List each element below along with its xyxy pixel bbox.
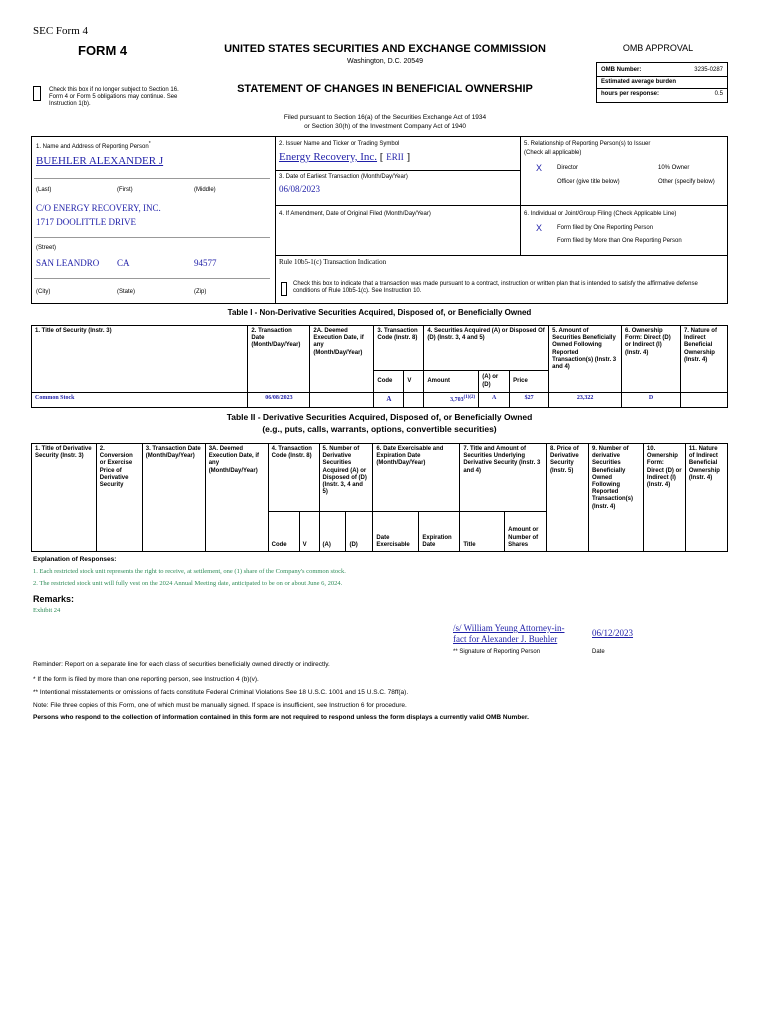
no-longer-subject-checkbox[interactable] bbox=[33, 86, 41, 101]
t1-row-code: A bbox=[374, 393, 404, 408]
t2-h6: 6. Date Exercisable and Expiration Date (Month/Day/Year) bbox=[373, 444, 460, 512]
filed-pursuant-2: or Section 30(h) of the Investment Company Act of 1940 bbox=[304, 123, 466, 130]
t2-h2: 2. Conversion or Exercise Price of Derivative Security bbox=[96, 444, 142, 552]
t1-h2a: 2A. Deemed Execution Date, if any (Month/Day/Year) bbox=[310, 326, 374, 393]
t1-sub-price: Price bbox=[510, 371, 549, 393]
issuer-name-link[interactable]: Energy Recovery, Inc. bbox=[279, 151, 378, 163]
t1-h1: 1. Title of Security (Instr. 3) bbox=[32, 326, 248, 393]
rule-10b5-checkbox[interactable] bbox=[281, 282, 287, 296]
t2-sub-expiration: Expiration Date bbox=[419, 512, 460, 552]
first-label: (First) bbox=[117, 187, 133, 193]
t2-h9: 9. Number of derivative Securities Beneficially Owned Following Reported Transaction(s) (Instr. 4) bbox=[588, 444, 643, 552]
one-person-checkmark[interactable]: X bbox=[536, 223, 543, 233]
address-line-1: C/O ENERGY RECOVERY, INC. bbox=[36, 203, 161, 213]
table1-title: Table I - Non-Derivative Securities Acquired, Disposed of, or Beneficially Owned bbox=[227, 308, 532, 317]
signature-date: 06/12/2023 bbox=[592, 628, 634, 638]
t1-row-ad: A bbox=[479, 393, 510, 408]
t2-sub-code: Code bbox=[268, 512, 299, 552]
director-checkmark[interactable]: X bbox=[536, 163, 543, 173]
box5-label: 5. Relationship of Reporting Person(s) to Issuer bbox=[524, 141, 651, 147]
other-label: Other (specify below) bbox=[658, 179, 715, 185]
footer-note-2: ** Intentional misstatements or omissions of facts constitute Federal Criminal Violations See 18 U.S.C. 1001 and 15 U.S.C. 78ff(a). bbox=[33, 689, 409, 696]
t1-row-date: 06/08/2023 bbox=[248, 393, 310, 408]
ticker-symbol: ERII bbox=[386, 152, 404, 162]
t2-h10: 10. Ownership Form: Direct (D) or Indirect (I) (Instr. 4) bbox=[643, 444, 685, 552]
t2-sub-v: V bbox=[299, 512, 319, 552]
checkbox-note: Check this box if no longer subject to Section 16. Form 4 or Form 5 obligations may continue. See Instruction 1(b). bbox=[49, 87, 179, 108]
zip-label: (Zip) bbox=[194, 289, 207, 295]
signature-line-2: fact for Alexander J. Buehler bbox=[453, 634, 558, 644]
form-title: FORM 4 bbox=[78, 43, 128, 58]
t1-sub-ad: (A) or (D) bbox=[479, 371, 510, 393]
t2-h7: 7. Title and Amount of Securities Underlying Derivative Security (Instr. 3 and 4) bbox=[460, 444, 547, 512]
box6-label: 6. Individual or Joint/Group Filing (Check Applicable Line) bbox=[524, 211, 677, 217]
officer-label: Officer (give title below) bbox=[557, 179, 620, 185]
t2-sub-a: (A) bbox=[319, 512, 346, 552]
t1-h7: 7. Nature of Indirect Beneficial Ownership (Instr. 4) bbox=[680, 326, 727, 393]
table-row bbox=[32, 393, 728, 408]
t2-h3a: 3A. Deemed Execution Date, if any (Month/Day/Year) bbox=[205, 444, 268, 552]
issuer-name-field: Energy Recovery, Inc. [ ERII ] bbox=[279, 151, 411, 163]
doc-label: SEC Form 4 bbox=[33, 25, 89, 37]
t2-sub-d: (D) bbox=[346, 512, 373, 552]
ten-pct-owner-label: 10% Owner bbox=[658, 165, 690, 171]
footer-note-4: Persons who respond to the collection of information contained in this form are not required to respond unless the form displays a currently valid OMB Number. bbox=[33, 714, 529, 721]
statement-title: STATEMENT OF CHANGES IN BENEFICIAL OWNERSHIP bbox=[237, 83, 533, 95]
t2-sub-amount: Amount or Number of Shares bbox=[505, 512, 547, 552]
street-label: (Street) bbox=[36, 245, 57, 251]
commission-title: UNITED STATES SECURITIES AND EXCHANGE COMMISSION bbox=[224, 43, 546, 55]
t2-h5: 5. Number of Derivative Securities Acquired (A) or Disposed of (D) (Instr. 3, 4 and 5) bbox=[319, 444, 373, 512]
t1-row-price: $27 bbox=[510, 393, 549, 408]
footer-note-3: Note: File three copies of this Form, one of which must be manually signed. If space is insufficient, see Instruction 6 for procedure. bbox=[33, 702, 407, 709]
date-label: Date bbox=[592, 649, 605, 655]
rule-text: Check this box to indicate that a transaction was made pursuant to a contract, instruction or written plan that is intended to satisfy the affirmative defense conditions of Rule 10b5-1(c). See Instruction 10. bbox=[293, 281, 698, 295]
t1-sub-code: Code bbox=[374, 371, 404, 393]
middle-label: (Middle) bbox=[194, 187, 216, 193]
director-label: Director bbox=[557, 165, 579, 171]
filed-pursuant-1: Filed pursuant to Section 16(a) of the Securities Exchange Act of 1934 bbox=[283, 114, 487, 121]
omb-number-label: OMB Number: bbox=[601, 67, 642, 73]
omb-hours-value: 0.5 bbox=[714, 91, 723, 97]
table2-title: Table II - Derivative Securities Acquired, Disposed of, or Beneficially Owned bbox=[226, 412, 533, 422]
t1-row-footnote[interactable]: (1)(2) bbox=[463, 395, 476, 400]
remarks-text: Exhibit 24 bbox=[33, 607, 61, 614]
t1-sub-amount: Amount bbox=[424, 371, 479, 393]
t2-h4: 4. Transaction Code (Instr. 8) bbox=[268, 444, 319, 512]
t1-row-deemed bbox=[310, 393, 374, 408]
t1-row-nature bbox=[680, 393, 727, 408]
t1-row-v bbox=[404, 393, 424, 408]
city-label: (City) bbox=[36, 289, 51, 295]
box5-sublabel: (Check all applicable) bbox=[524, 150, 582, 156]
t1-row-form: D bbox=[622, 393, 681, 408]
box1-label: 1. Name and Address of Reporting Person* bbox=[36, 141, 151, 150]
t1-row-amount-cell bbox=[424, 393, 479, 408]
one-person-label: Form filed by One Reporting Person bbox=[557, 225, 654, 231]
remarks-label: Remarks: bbox=[33, 594, 75, 604]
t1-row-amount: 3,703 bbox=[450, 397, 464, 403]
table1 bbox=[31, 325, 728, 408]
t1-h5: 5. Amount of Securities Beneficially Owned Following Reported Transaction(s) (Instr. 3 and 4) bbox=[549, 326, 622, 393]
t1-h2: 2. Transaction Date (Month/Day/Year) bbox=[248, 326, 310, 393]
city-value: SAN LEANDRO bbox=[36, 258, 100, 268]
omb-burden-label: Estimated average burden bbox=[601, 79, 677, 85]
t1-h3: 3. Transaction Code (Instr. 8) bbox=[374, 326, 424, 371]
t1-h4: 4. Securities Acquired (A) or Disposed Of (D) (Instr. 3, 4 and 5) bbox=[424, 326, 549, 371]
table2-subtitle: (e.g., puts, calls, warrants, options, convertible securities) bbox=[262, 424, 497, 434]
omb-title: OMB APPROVAL bbox=[622, 43, 694, 53]
footer-note-1: * If the form is filed by more than one reporting person, see Instruction 4 (b)(v). bbox=[33, 676, 259, 683]
rule-label: Rule 10b5-1(c) Transaction Indication bbox=[279, 258, 387, 266]
t2-h11: 11. Nature of Indirect Beneficial Ownership (Instr. 4) bbox=[685, 444, 727, 552]
earliest-transaction-date: 06/08/2023 bbox=[279, 184, 321, 194]
explanation-label: Explanation of Responses: bbox=[33, 556, 117, 563]
state-value: CA bbox=[117, 258, 130, 268]
commission-location: Washington, D.C. 20549 bbox=[346, 58, 423, 65]
box3-label: 3. Date of Earliest Transaction (Month/Day/Year) bbox=[279, 174, 408, 180]
box2-label: 2. Issuer Name and Ticker or Trading Symbol bbox=[279, 141, 400, 147]
omb-box bbox=[596, 62, 728, 103]
t1-sub-v: V bbox=[404, 371, 424, 393]
signature-label: ** Signature of Reporting Person bbox=[453, 649, 541, 655]
address-line-2: 1717 DOOLITTLE DRIVE bbox=[36, 217, 136, 227]
t2-h1: 1. Title of Derivative Security (Instr. 3) bbox=[32, 444, 97, 552]
omb-number-value: 3235-0287 bbox=[694, 67, 723, 73]
t2-h3: 3. Transaction Date (Month/Day/Year) bbox=[142, 444, 205, 552]
table2 bbox=[31, 443, 728, 552]
t1-row-title: Common Stock bbox=[32, 393, 248, 408]
reminder-note: Reminder: Report on a separate line for each class of securities beneficially owned directly or indirectly. bbox=[33, 661, 330, 668]
more-persons-label: Form filed by More than One Reporting Person bbox=[557, 238, 682, 244]
signature-line-1: /s/ William Yeung Attorney-in- bbox=[453, 623, 565, 633]
omb-hours-label: hours per response: bbox=[601, 91, 660, 97]
state-label: (State) bbox=[117, 289, 136, 295]
t2-h8: 8. Price of Derivative Security (Instr. 5) bbox=[547, 444, 589, 552]
t2-sub-title: Title bbox=[460, 512, 505, 552]
zip-value: 94577 bbox=[194, 258, 217, 268]
t2-sub-exercisable: Date Exercisable bbox=[373, 512, 419, 552]
t1-h6: 6. Ownership Form: Direct (D) or Indirect (I) (Instr. 4) bbox=[622, 326, 681, 393]
footnote-2: 2. The restricted stock unit will fully vest on the 2024 Annual Meeting date, anticipated to be on or about June 6, 2024. bbox=[33, 580, 343, 587]
last-label: (Last) bbox=[36, 187, 52, 193]
t1-row-owned: 23,322 bbox=[549, 393, 622, 408]
reporting-person-name[interactable]: BUEHLER ALEXANDER J bbox=[36, 155, 164, 167]
footnote-1: 1. Each restricted stock unit represents the right to receive, at settlement, one (1) share of the Company's common stock. bbox=[33, 568, 346, 575]
box4-label: 4. If Amendment, Date of Original Filed (Month/Day/Year) bbox=[279, 211, 431, 217]
